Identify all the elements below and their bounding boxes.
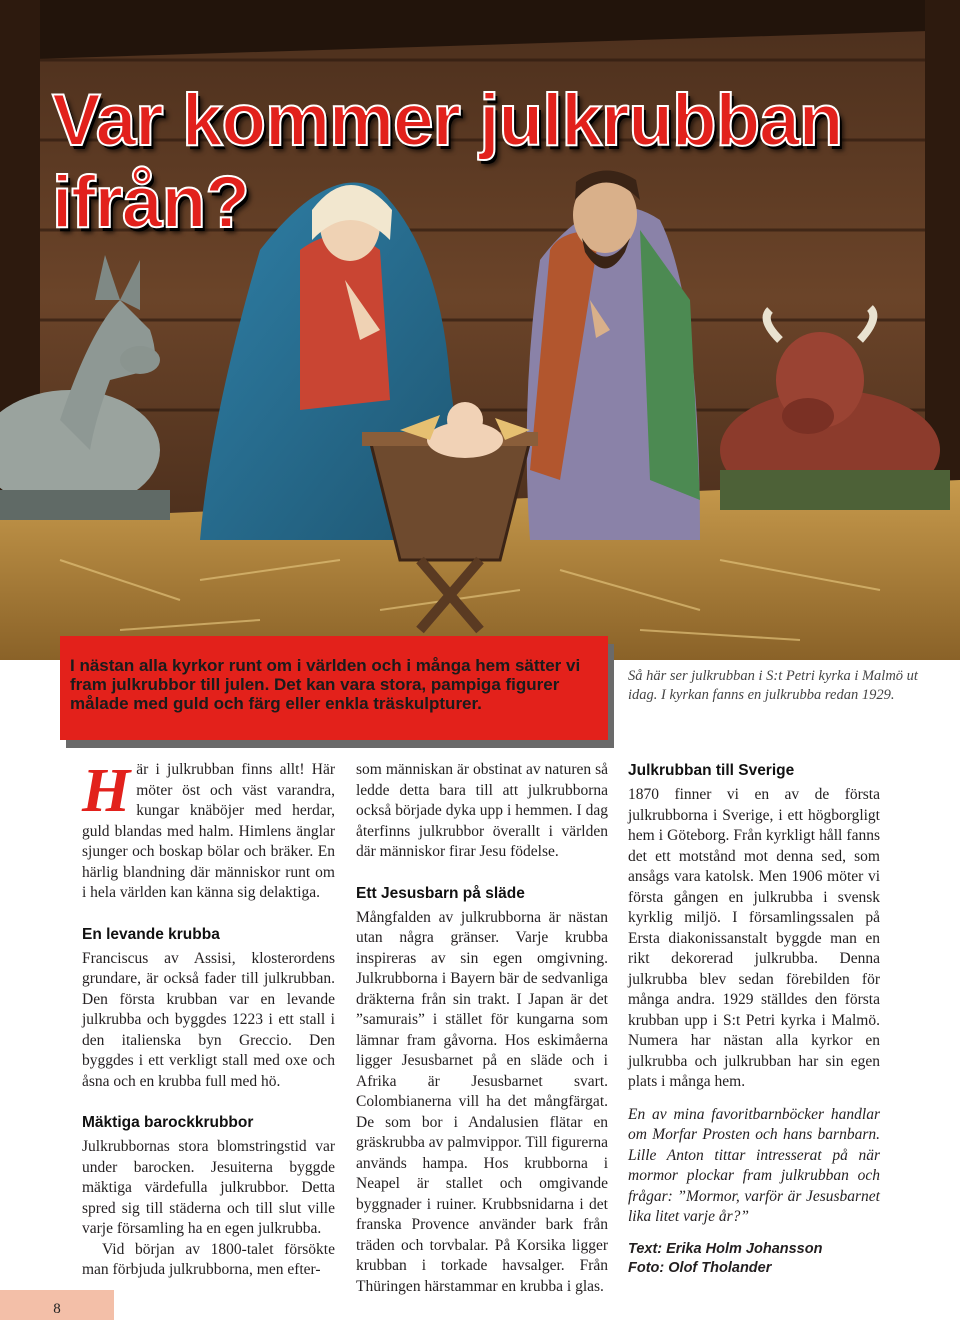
intro-text: I nästan alla kyrkor runt om i världen och i många hem sätter vi fram julkrubbor till julen. Det kan vara stora, pampiga figurer målade med guld och färg eller enkla träskulpturer. <box>70 656 581 713</box>
continued-text-part-1: Vid början av 1800-talet försökte man förbjuda julkrubborna, men efter- <box>82 1240 335 1278</box>
body-paragraph: Franciscus av Assisi, klosterordens grundare, är också fader till julkrubban. Den första krubban var en levande julkrubba och byggdes 1223 i ett stall i den italienska byn Greccio. Den byggdes i ett verkligt stall med oxe och åsna och en krubba full med hö. <box>82 949 335 1090</box>
photo-credit: Foto: Olof Tholander <box>628 1259 772 1276</box>
drop-cap: H <box>82 757 131 825</box>
column-1 <box>82 757 335 1281</box>
article-title: Var kommer julkrubban ifrån? <box>52 80 843 243</box>
intro-box <box>60 636 608 740</box>
body-paragraph-continued <box>82 1240 335 1281</box>
section-heading: Ett Jesusbarn på släde <box>356 884 525 902</box>
page-number: 8 <box>0 1290 114 1320</box>
body-paragraph: 1870 finner vi en av de första julkrubborna i Sverige, i ett högborgligt hem i Göteborg. Från kyrkligt håll fanns det ett motstånd mot denna sed, som ansågs vara katolsk. Men 1906 möter vi första gången en julkrubba i svensk kyrklig miljö. I församlingssalen på Ersta diakonissanstalt byggde man en rikt dekorerad julkrubba. Denna julkrubba blev sedan förebilden för många andra. 1929 ställdes den första krubban upp i S:t Petri kyrka i Malmö. Numera har nästan alla kyrkor en julkrubba och julkrubban har sin egen plats i många hem. <box>628 786 880 1090</box>
section-heading: En levande krubba <box>82 925 220 943</box>
column-2 <box>356 760 608 1297</box>
body-paragraph: Julkrubbornas stora blomstringstid var under barocken. Jesuiterna byggde mäktiga värdefulla julkrubbor. Detta spred sig till städerna och till slut ville varje församling ha en egen julkrubba. <box>82 1138 335 1237</box>
section-heading: Julkrubban till Sverige <box>628 762 795 779</box>
text-credit: Text: Erika Holm Johansson <box>628 1240 823 1257</box>
section-heading: Mäktiga barockkrubbor <box>82 1114 254 1131</box>
body-paragraph: Mångfalden av julkrubborna är nästan utan några gränser. Varje krubba inspireras av sin egen omgivning. Julkrubborna i Bayern bär de sedvanliga dräkterna från sin trakt. I Japan är det ”samurais” i stället för kungarna som lämnar fram gåvorna. Hos eskimåerna ligger Jesusbarnet på en släde och i Afrika är Jesusbarnet svart. Colombianerna vill ha det mångfärgat. De som bor i Andalusien flätar en gräskrubba av palmvippor. Till figurerna används hampa. Hos krubborna i Neapel är stallet och omgivande byggnader i ruiner. Krubbsnidarna i det franska Provence använder bark från träden och torvbalar. På Korsika ligger krubban i torkade havsalger. Från Thüringen härstammar en krubba i glas. <box>356 908 608 1295</box>
photo-caption: Så här ser julkrubban i S:t Petri kyrka i Malmö ut idag. I kyrkan fanns en julkrubba redan 1929. <box>628 668 918 703</box>
column-3 <box>628 760 880 1278</box>
body-paragraph <box>356 760 608 863</box>
continued-text-part-2: som människan är obstinat av naturen så ledde detta bara till att julkrubborna också började dyka upp i hemmen. I dag återfinns julkrubbor överallt i världen där människor firar Jesu födelse. <box>356 761 608 860</box>
closing-italic: En av mina favoritbarnböcker handlar om Morfar Prosten och hans barnbarn. Lille Anton tittar intresserat på när mormor plockar fram julkrubban och frågar: ”Mormor, varför är Jesusbarnet lika litet varje år?” <box>628 1105 880 1225</box>
opening-paragraph <box>82 757 335 904</box>
opening-text: är i julkrubban finns allt! Här möter öst och väst varandra, kungar knäböjer med herdar, guld blandas med halm. Himlens änglar sjunger och boskap bölar och bräker. En härlig blandning där människor runt om i hela världen kan känna sig delaktiga. <box>82 761 335 901</box>
